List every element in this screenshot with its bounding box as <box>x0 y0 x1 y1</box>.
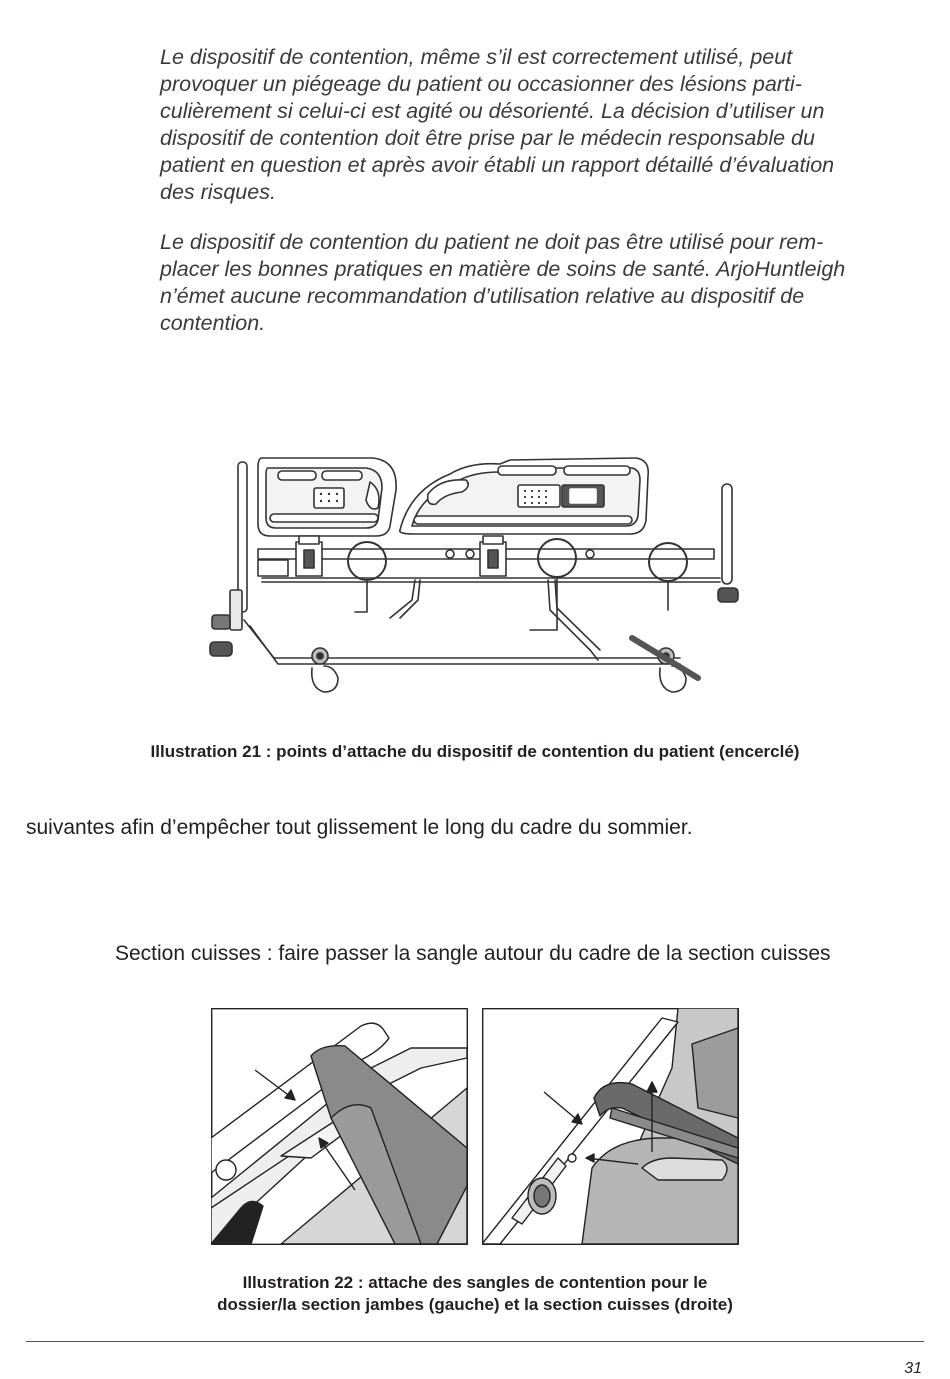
backrest-strap-illustration <box>211 1008 468 1245</box>
text-line: provoquer un piégeage du patient ou occasionner des lésions parti- <box>160 72 802 96</box>
body-paragraph: suivantes afin d’empêcher tout glissement le long du cadre du sommier. <box>26 816 693 839</box>
text-line: culièrement si celui-ci est agité ou désorienté. La décision d’utiliser un <box>160 99 825 123</box>
text-line: n’émet aucune recommandation d’utilisation relative au dispositif de <box>160 284 805 308</box>
thigh-section-instruction: Section cuisses : faire passer la sangle autour du cadre de la section cuisses <box>115 942 831 965</box>
text-line: contention. <box>160 311 266 335</box>
caption-line: dossier/la section jambes (gauche) et la section cuisses (droite) <box>217 1295 733 1314</box>
text-line: Le dispositif de contention, même s’il est correctement utilisé, peut <box>160 45 793 69</box>
bed-side-view-illustration <box>200 450 760 710</box>
text-line: des risques. <box>160 180 276 204</box>
figure-22-caption <box>0 1272 950 1316</box>
warning-paragraph-1 <box>160 44 950 206</box>
text-line: patient en question et après avoir établi un rapport détaillé d’évaluation <box>160 153 835 177</box>
page-number: 31 <box>904 1360 922 1377</box>
warning-paragraph-2 <box>160 229 950 337</box>
text-line: placer les bonnes pratiques en matière de soins de santé. ArjoHuntleigh <box>160 257 846 281</box>
footer-divider <box>26 1341 924 1342</box>
text-line: dispositif de contention doit être prise par le médecin responsable du <box>160 126 815 150</box>
caption-line: Illustration 22 : attache des sangles de contention pour le <box>242 1273 708 1292</box>
thigh-section-strap-illustration <box>482 1008 739 1245</box>
figure-21-caption: Illustration 21 : points d’attache du dispositif de contention du patient (encerclé) <box>150 742 800 761</box>
text-line: Le dispositif de contention du patient ne doit pas être utilisé pour rem- <box>160 230 824 254</box>
